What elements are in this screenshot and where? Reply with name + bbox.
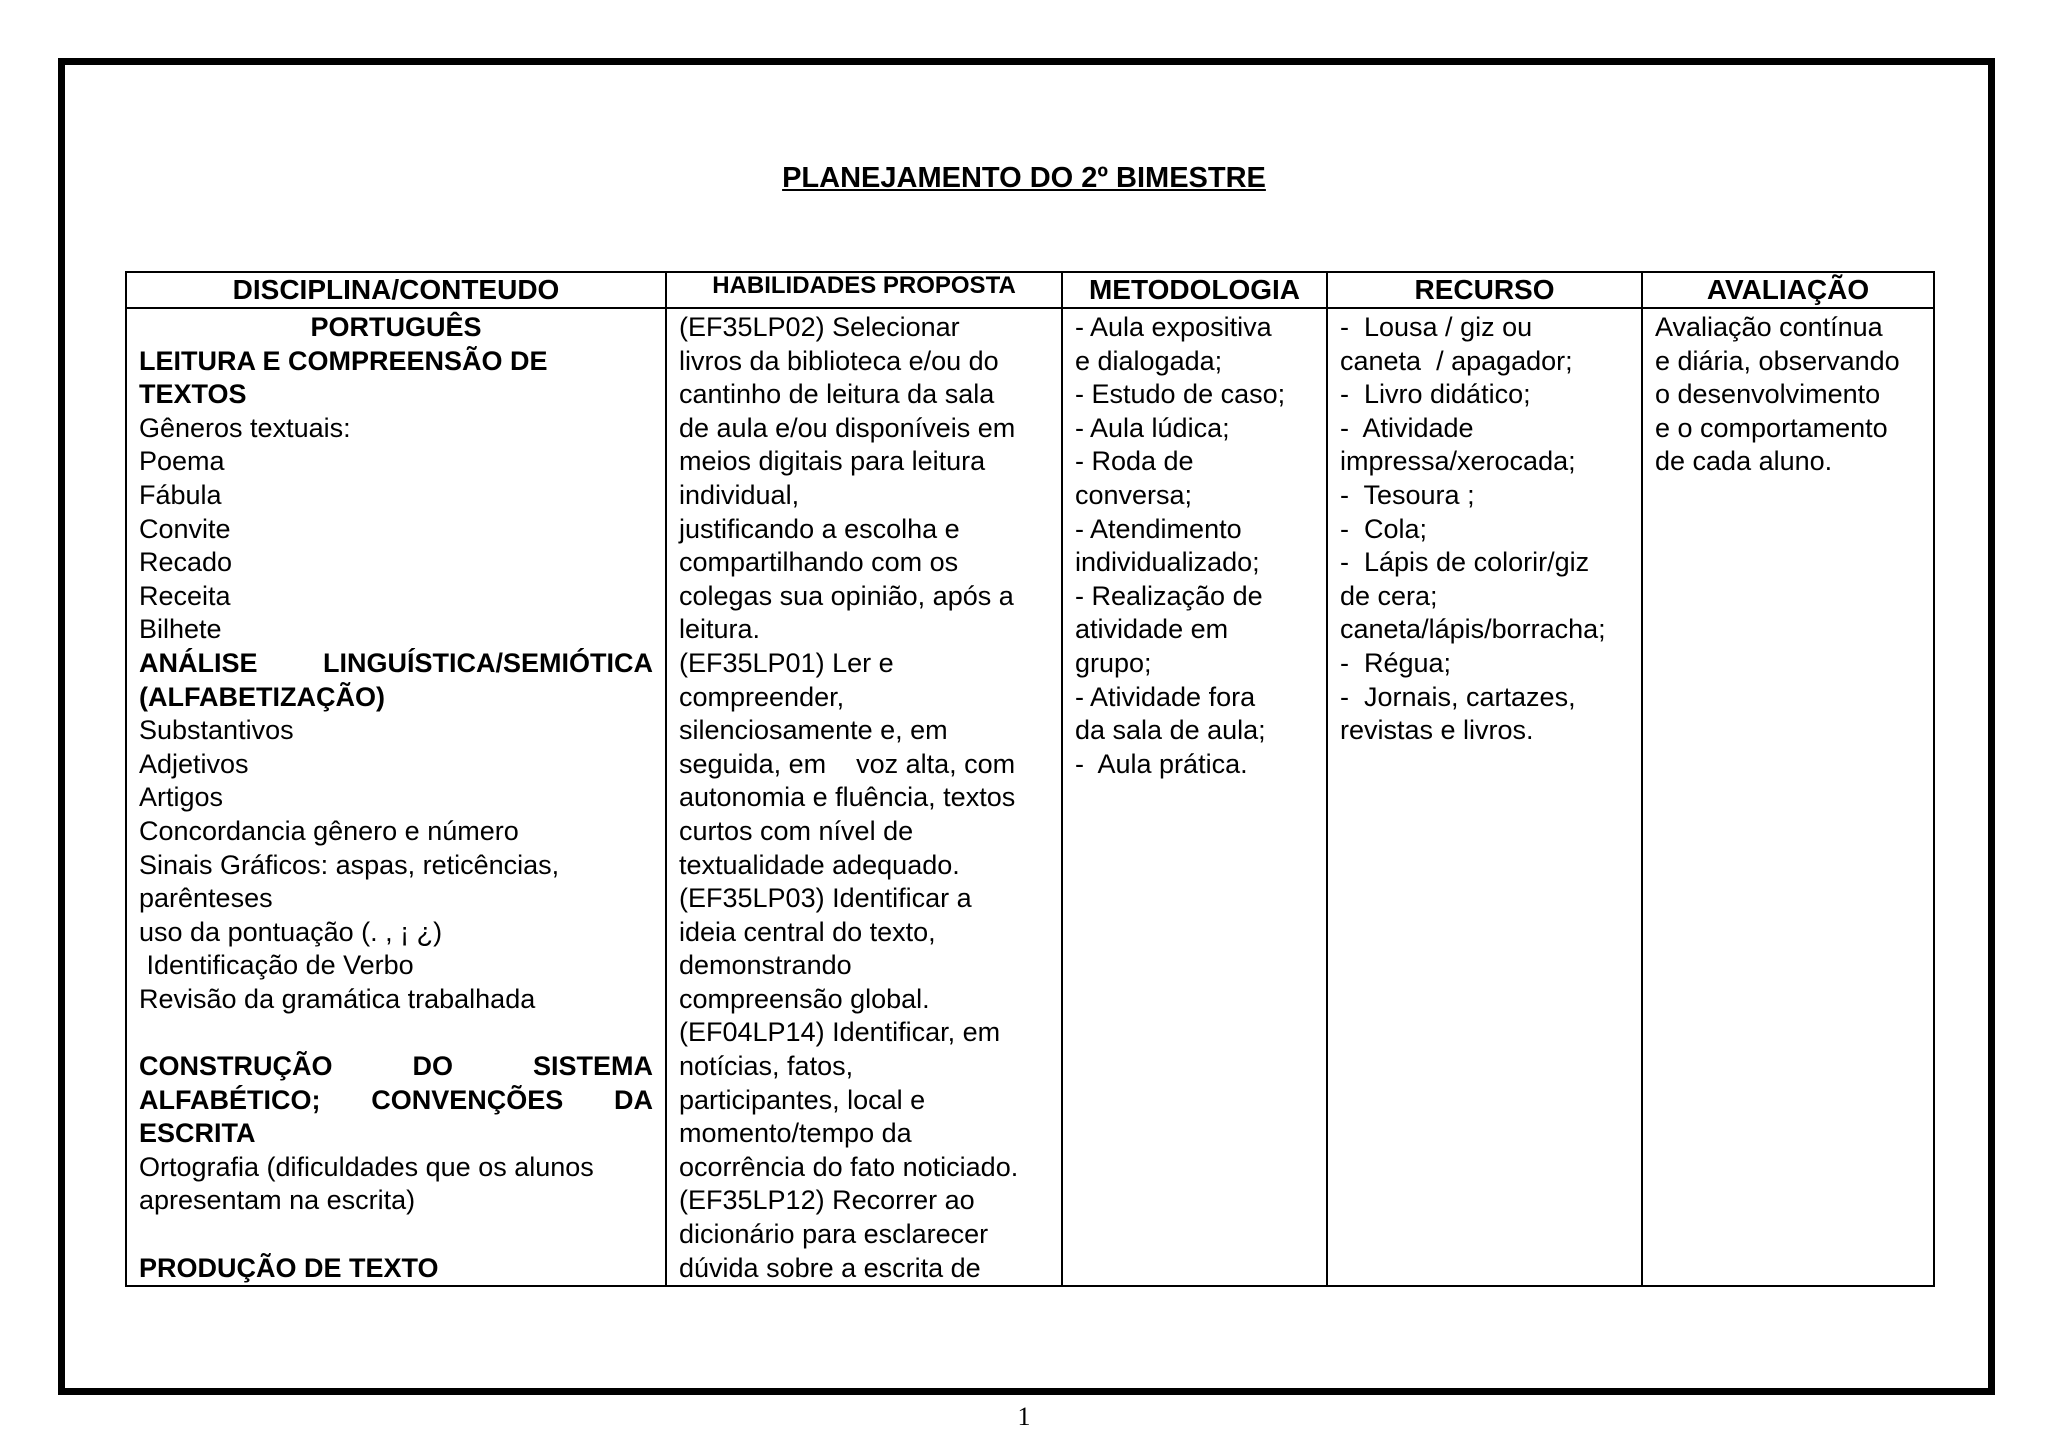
list-item: - Tesoura ; <box>1340 479 1475 510</box>
list-item: (EF35LP03) Identificar a <box>679 883 972 914</box>
list-item: leitura. <box>679 614 761 645</box>
list-item: Receita <box>139 580 231 611</box>
list-item: - Aula lúdica; <box>1075 412 1230 443</box>
list-item: Substantivos <box>139 715 294 746</box>
list-item: livros da biblioteca e/ou do <box>679 345 999 376</box>
list-item: de cada aluno. <box>1655 446 1833 477</box>
list-item: (EF35LP02) Selecionar <box>679 312 960 342</box>
list-item: notícias, fatos, <box>679 1051 854 1082</box>
list-item: - Realização de <box>1075 580 1263 611</box>
spacer <box>139 1218 653 1252</box>
list-item: Revisão da gramática trabalhada <box>139 983 536 1014</box>
section-title: TEXTOS <box>139 379 247 410</box>
list-item: - Cola; <box>1340 513 1428 544</box>
list-item: atividade em <box>1075 614 1229 645</box>
list-item: cantinho de leitura da sala <box>679 379 995 410</box>
list-item: - Régua; <box>1340 647 1452 678</box>
list-item: textualidade adequado. <box>679 849 960 880</box>
list-item: Bilhete <box>139 614 222 645</box>
section-title: CONSTRUÇÃO DO SISTEMA <box>139 1051 653 1082</box>
list-item: de cera; <box>1340 580 1438 611</box>
section-title: ANÁLISE LINGUÍSTICA/SEMIÓTICA <box>139 647 653 678</box>
page-number: 1 <box>1017 1402 1031 1431</box>
list-item: o desenvolvimento <box>1655 379 1881 410</box>
list-item: autonomia e fluência, textos <box>679 782 1016 813</box>
planning-table <box>125 271 1935 1287</box>
list-item: - Roda de <box>1075 446 1194 477</box>
header-recurso: RECURSO <box>1327 272 1642 308</box>
page-title: PLANEJAMENTO DO 2º BIMESTRE <box>782 162 1266 194</box>
list-item: - Lousa / giz ou <box>1340 312 1533 342</box>
section-title: ALFABÉTICO; CONVENÇÕES DA <box>139 1084 653 1115</box>
list-item: momento/tempo da <box>679 1118 912 1149</box>
recurso-list <box>1340 311 1629 748</box>
cell-avaliacao <box>1642 308 1934 1286</box>
list-item: Concordancia gênero e número <box>139 815 519 846</box>
header-disciplina: DISCIPLINA/CONTEUDO <box>126 272 666 308</box>
list-item: individual, <box>679 479 800 510</box>
list-item: - Estudo de caso; <box>1075 379 1286 410</box>
list-item: - Atendimento <box>1075 513 1242 544</box>
list-item: conversa; <box>1075 479 1193 510</box>
list-item: Convite <box>139 513 231 544</box>
list-item: (EF35LP12) Recorrer ao <box>679 1185 975 1216</box>
list-item: revistas e livros. <box>1340 715 1534 746</box>
list-item: individualizado; <box>1075 547 1260 578</box>
list-item: - Atividade fora <box>1075 681 1256 712</box>
avaliacao-list <box>1655 311 1921 479</box>
list-item: dicionário para esclarecer <box>679 1219 989 1250</box>
list-item: meios digitais para leitura <box>679 446 986 477</box>
list-item: ideia central do texto, <box>679 916 936 947</box>
list-item: Recado <box>139 547 233 578</box>
habilidades-list <box>679 311 1049 1285</box>
list-item: Avaliação contínua <box>1655 312 1883 342</box>
list-item: compreender, <box>679 681 845 712</box>
list-item: curtos com nível de <box>679 815 914 846</box>
list-item: silenciosamente e, em <box>679 715 948 746</box>
list-item: - Jornais, cartazes, <box>1340 681 1576 712</box>
section-title: PRODUÇÃO DE TEXTO <box>139 1252 439 1283</box>
list-item: e o comportamento <box>1655 412 1888 443</box>
cell-habilidades <box>666 308 1062 1286</box>
list-item: (EF04LP14) Identificar, em <box>679 1017 1001 1048</box>
list-item: apresentam na escrita) <box>139 1185 416 1216</box>
list-item: Poema <box>139 446 225 477</box>
section-title: (ALFABETIZAÇÃO) <box>139 681 385 712</box>
cell-disciplina <box>126 308 666 1286</box>
header-habilidades: HABILIDADES PROPOSTA <box>666 272 1062 308</box>
table-header-row <box>126 272 1934 308</box>
list-item: caneta/lápis/borracha; <box>1340 614 1606 645</box>
cell-metodologia <box>1062 308 1327 1286</box>
list-item: Ortografia (dificuldades que os alunos <box>139 1151 594 1182</box>
list-item: (EF35LP01) Ler e <box>679 647 894 678</box>
table-row <box>126 308 1934 1286</box>
list-item: - Aula prática. <box>1075 748 1248 779</box>
cell-recurso <box>1327 308 1642 1286</box>
list-item: - Atividade <box>1340 412 1474 443</box>
list-item: Artigos <box>139 782 224 813</box>
list-item: Identificação de Verbo <box>139 950 414 981</box>
list-item: - Livro didático; <box>1340 379 1531 410</box>
list-item: compreensão global. <box>679 983 930 1014</box>
subject-title: PORTUGUÊS <box>310 312 482 342</box>
list-item: compartilhando com os <box>679 547 959 578</box>
list-item: e diária, observando <box>1655 345 1900 376</box>
list-item: parênteses <box>139 883 273 914</box>
list-item: Sinais Gráficos: aspas, reticências, <box>139 849 560 880</box>
list-item: de aula e/ou disponíveis em <box>679 412 1016 443</box>
section-title: ESCRITA <box>139 1118 256 1149</box>
list-item: justificando a escolha e <box>679 513 960 544</box>
list-item: Fábula <box>139 479 222 510</box>
list-item: seguida, em voz alta, com <box>679 748 1016 779</box>
metodologia-list <box>1075 311 1314 781</box>
list-item: participantes, local e <box>679 1084 926 1115</box>
list-item: grupo; <box>1075 647 1152 678</box>
spacer <box>139 1016 653 1050</box>
list-item: - Lápis de colorir/giz <box>1340 547 1590 578</box>
list-item: uso da pontuação (. , ¡ ¿) <box>139 916 443 947</box>
list-item: caneta / apagador; <box>1340 345 1573 376</box>
list-item: e dialogada; <box>1075 345 1223 376</box>
list-item: dúvida sobre a escrita de <box>679 1252 981 1283</box>
list-item: impressa/xerocada; <box>1340 446 1576 477</box>
list-item: demonstrando <box>679 950 852 981</box>
list-item: - Aula expositiva <box>1075 312 1272 342</box>
list-item: da sala de aula; <box>1075 715 1266 746</box>
section-title: LEITURA E COMPREENSÃO DE <box>139 345 548 376</box>
list-item: colegas sua opinião, após a <box>679 580 1014 611</box>
list-item: Adjetivos <box>139 748 249 779</box>
list-item: ocorrência do fato noticiado. <box>679 1151 1019 1182</box>
genres-label: Gêneros textuais: <box>139 412 351 443</box>
header-metodologia: METODOLOGIA <box>1062 272 1327 308</box>
header-avaliacao: AVALIAÇÃO <box>1642 272 1934 308</box>
